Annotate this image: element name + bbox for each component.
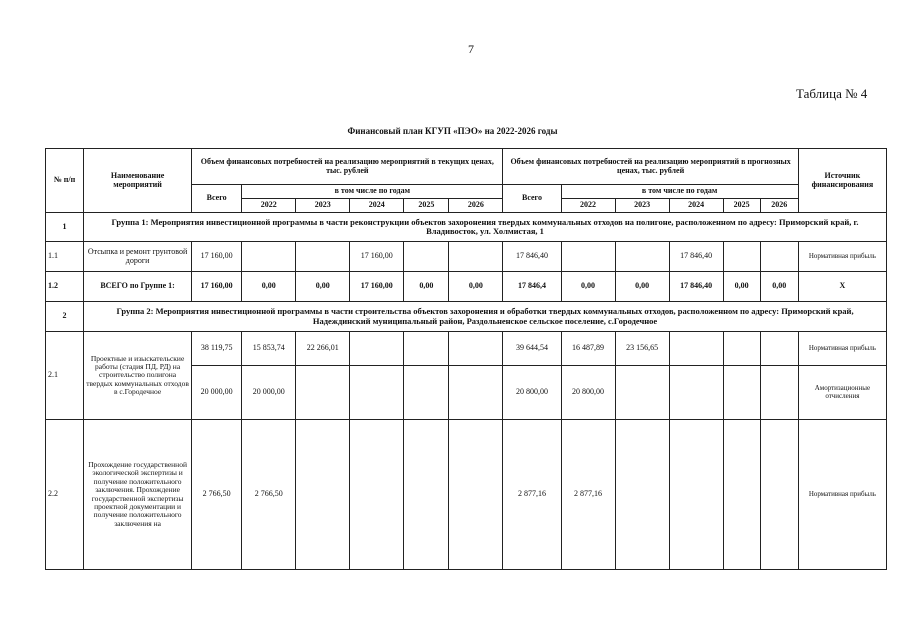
- row-2-1a-current-2023: 22 266,01: [296, 332, 350, 366]
- header-current-2026: 2026: [449, 199, 503, 213]
- header-name: Наименование мероприятий: [84, 149, 192, 213]
- row-2-2-current-2023: [296, 420, 350, 570]
- row-2-1b-forecast-2024: [669, 366, 723, 420]
- row-2-1b-current-total: 20 000,00: [192, 366, 242, 420]
- row-2-1a-forecast-2022: 16 487,89: [561, 332, 615, 366]
- row-2-1b-current-2024: [350, 366, 404, 420]
- row-1-2-current-2025: 0,00: [404, 272, 449, 302]
- row-1-2-forecast-2022: 0,00: [561, 272, 615, 302]
- row-1-2-forecast-2026: 0,00: [760, 272, 798, 302]
- header-forecast-2022: 2022: [561, 199, 615, 213]
- row-2-1b-current-2023: [296, 366, 350, 420]
- row-1-1-current-2022: [242, 242, 296, 272]
- header-current-prices: Объем финансовых потребностей на реализацию мероприятий в текущих ценах, тыс. рублей: [192, 149, 503, 185]
- row-2-2-current-2025: [404, 420, 449, 570]
- row-2-1a-forecast-2023: 23 156,65: [615, 332, 669, 366]
- row-2-1b-current-2026: [449, 366, 503, 420]
- row-2-2-forecast-2023: [615, 420, 669, 570]
- row-1-2-current-2022: 0,00: [242, 272, 296, 302]
- group1-title: Группа 1: Мероприятия инвестиционной программы в части реконструкции объектов захоронения твердых коммунальных отходов на полигоне, расположенном по адресу: Приморский край, г. Владивосток, ул. Холмистая, 1: [84, 213, 887, 242]
- row-1-1-forecast-total: 17 846,40: [503, 242, 561, 272]
- row-2-2-num: 2.2: [46, 420, 84, 570]
- row-1-1-num: 1.1: [46, 242, 84, 272]
- row-2-1b-current-2022: 20 000,00: [242, 366, 296, 420]
- row-1-2-name: ВСЕГО по Группе 1:: [84, 272, 192, 302]
- row-1-2-forecast-total: 17 846,4: [503, 272, 561, 302]
- row-2-1a-forecast-2025: [723, 332, 760, 366]
- row-2-1b-source: Амортизационные отчисления: [798, 366, 886, 420]
- page-number: 7: [468, 42, 474, 56]
- group1-num: 1: [46, 213, 84, 242]
- table-number: Таблица № 4: [796, 86, 868, 101]
- header-forecast-2026: 2026: [760, 199, 798, 213]
- table-row: [46, 242, 887, 272]
- row-1-1-current-2025: [404, 242, 449, 272]
- row-1-2-forecast-2023: 0,00: [615, 272, 669, 302]
- row-2-1b-forecast-2025: [723, 366, 760, 420]
- row-2-1-name: Проектные и изыскательские работы (стадия ПД, РД) на строительство полигона твердых коммунальных отходов в с.Городечное: [84, 332, 192, 420]
- row-2-1a-current-2026: [449, 332, 503, 366]
- row-1-1-forecast-2025: [723, 242, 760, 272]
- row-2-1a-current-2022: 15 853,74: [242, 332, 296, 366]
- header-current-by-years: в том числе по годам: [242, 185, 503, 199]
- row-2-1b-current-2025: [404, 366, 449, 420]
- row-1-1-forecast-2023: [615, 242, 669, 272]
- header-current-2024: 2024: [350, 199, 404, 213]
- row-2-2-current-total: 2 766,50: [192, 420, 242, 570]
- row-1-1-forecast-2024: 17 846,40: [669, 242, 723, 272]
- row-1-1-forecast-2026: [760, 242, 798, 272]
- header-source: Источник финансирования: [798, 149, 886, 213]
- header-current-total: Всего: [192, 185, 242, 213]
- row-2-1b-forecast-2023: [615, 366, 669, 420]
- header-num: № п/п: [46, 149, 84, 213]
- row-2-2-current-2022: 2 766,50: [242, 420, 296, 570]
- row-2-2-forecast-2025: [723, 420, 760, 570]
- row-1-2-current-2023: 0,00: [296, 272, 350, 302]
- row-2-2-current-2026: [449, 420, 503, 570]
- row-1-2-source: X: [798, 272, 886, 302]
- row-1-2-current-2026: 0,00: [449, 272, 503, 302]
- row-2-1a-current-2025: [404, 332, 449, 366]
- header-forecast-2025: 2025: [723, 199, 760, 213]
- row-2-2-forecast-total: 2 877,16: [503, 420, 561, 570]
- row-1-1-source: Нормативная прибыль: [798, 242, 886, 272]
- header-forecast-by-years: в том числе по годам: [561, 185, 798, 199]
- row-1-1-current-2023: [296, 242, 350, 272]
- row-2-1a-source: Нормативная прибыль: [798, 332, 886, 366]
- header-forecast-total: Всего: [503, 185, 561, 213]
- header-forecast-2023: 2023: [615, 199, 669, 213]
- row-1-2-current-total: 17 160,00: [192, 272, 242, 302]
- header-current-2022: 2022: [242, 199, 296, 213]
- row-1-2-current-2024: 17 160,00: [350, 272, 404, 302]
- row-1-1-name: Отсыпка и ремонт грунтовой дороги: [84, 242, 192, 272]
- row-2-2-forecast-2026: [760, 420, 798, 570]
- row-2-2-forecast-2024: [669, 420, 723, 570]
- row-2-2-name: Прохождение государственной экологической экспертизы и получение положительного заключения. Прохождение государственной экспертизы проектной документации и получение положительного заключения на: [84, 420, 192, 570]
- header-forecast-2024: 2024: [669, 199, 723, 213]
- document-title: Финансовый план КГУП «ПЭО» на 2022-2026 годы: [347, 126, 558, 136]
- row-2-1a-current-2024: [350, 332, 404, 366]
- row-1-1-forecast-2022: [561, 242, 615, 272]
- row-2-1a-forecast-2026: [760, 332, 798, 366]
- row-2-1b-forecast-2026: [760, 366, 798, 420]
- row-1-1-current-total: 17 160,00: [192, 242, 242, 272]
- row-1-1-current-2024: 17 160,00: [350, 242, 404, 272]
- row-1-2-forecast-2024: 17 846,40: [669, 272, 723, 302]
- row-2-2-current-2024: [350, 420, 404, 570]
- table-row: [46, 420, 887, 570]
- row-2-2-source: Нормативная прибыль: [798, 420, 886, 570]
- row-2-1a-forecast-2024: [669, 332, 723, 366]
- group2-title: Группа 2: Мероприятия инвестиционной программы в части строительства объектов захоронения и обработки твердых коммунальных отходов, расположенном по адресу: Приморский край, Надеждинский муниципальный район, Раздольненское сельское поселение, с.Городечное: [84, 302, 887, 332]
- row-2-1b-forecast-total: 20 800,00: [503, 366, 561, 420]
- row-2-1b-forecast-2022: 20 800,00: [561, 366, 615, 420]
- row-1-2-num: 1.2: [46, 272, 84, 302]
- table-row: [46, 272, 887, 302]
- financial-plan-table: [45, 148, 887, 570]
- row-2-1a-forecast-total: 39 644,54: [503, 332, 561, 366]
- row-2-2-forecast-2022: 2 877,16: [561, 420, 615, 570]
- row-1-2-forecast-2025: 0,00: [723, 272, 760, 302]
- header-current-2025: 2025: [404, 199, 449, 213]
- header-forecast-prices: Объем финансовых потребностей на реализацию мероприятий в прогнозных ценах, тыс. рублей: [503, 149, 798, 185]
- row-1-1-current-2026: [449, 242, 503, 272]
- header-current-2023: 2023: [296, 199, 350, 213]
- group2-num: 2: [46, 302, 84, 332]
- table-row: [46, 332, 887, 366]
- row-2-1-num: 2.1: [46, 332, 84, 420]
- row-2-1a-current-total: 38 119,75: [192, 332, 242, 366]
